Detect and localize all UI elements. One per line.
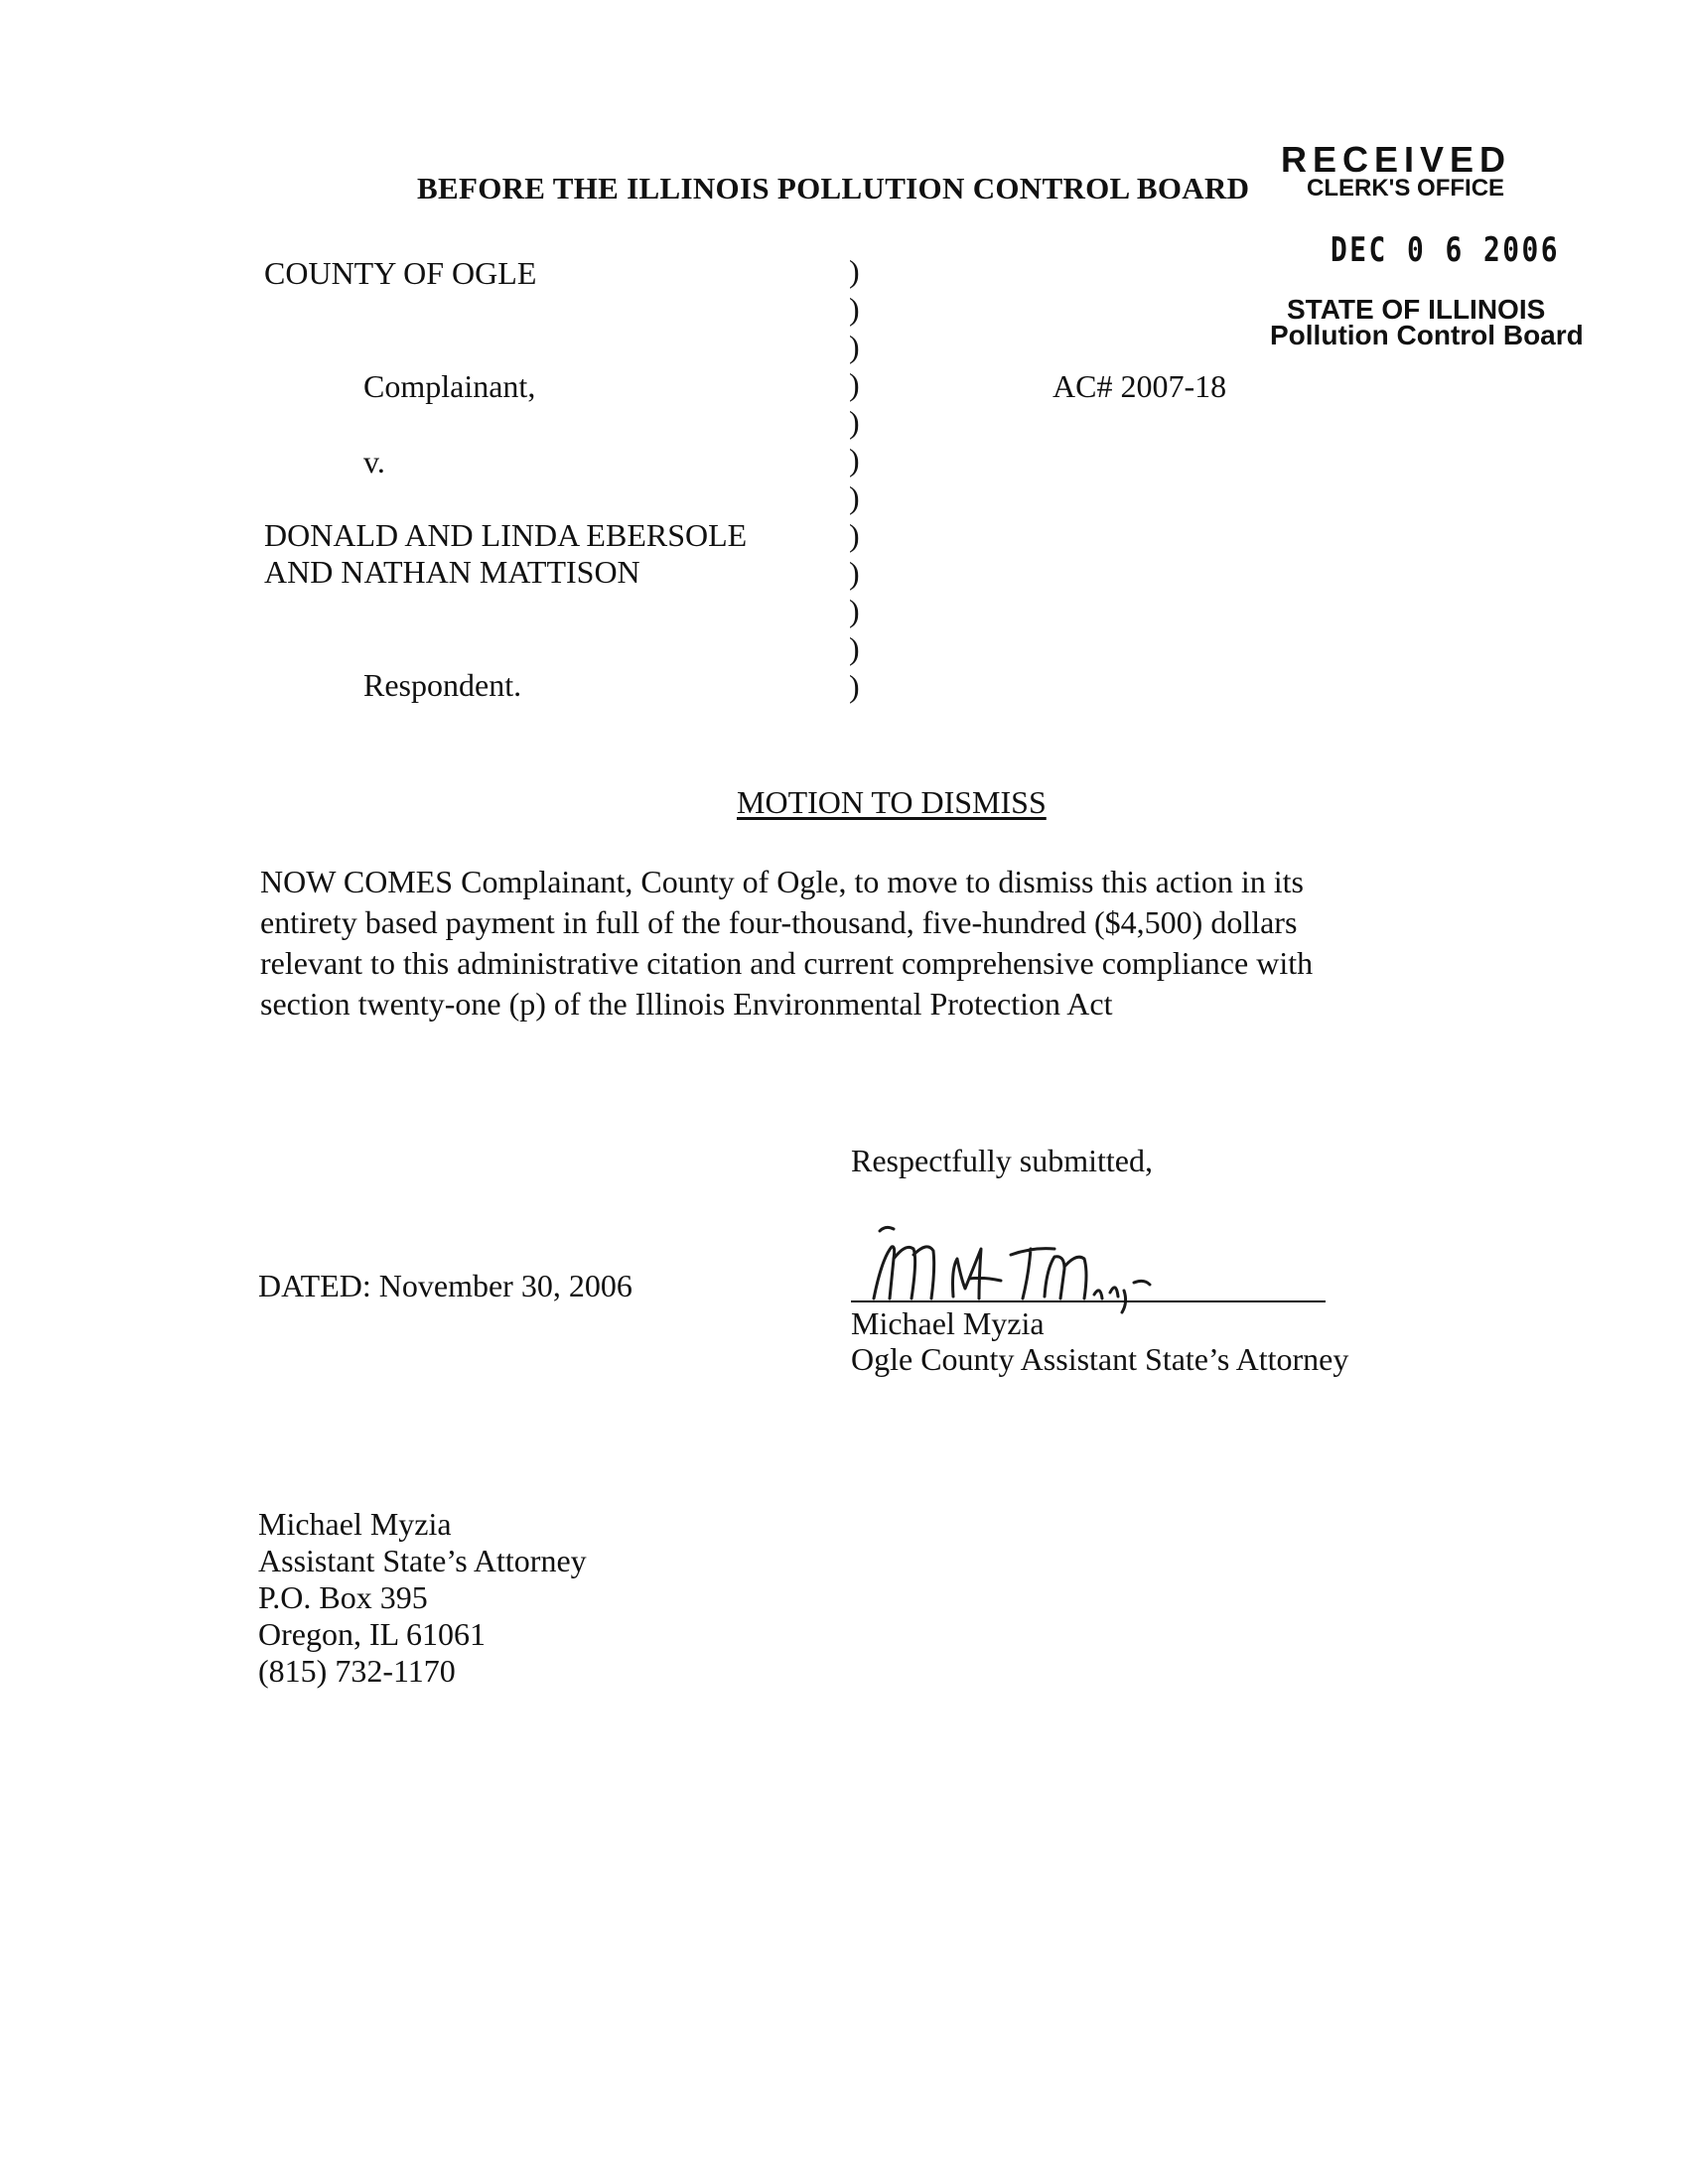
caption-paren: ): [849, 291, 860, 327]
address-line: Oregon, IL 61061: [258, 1616, 486, 1652]
caption-paren: ): [849, 593, 860, 628]
dated-line: DATED: November 30, 2006: [258, 1268, 632, 1303]
address-line: P.O. Box 395: [258, 1579, 428, 1615]
address-line: Michael Myzia: [258, 1506, 452, 1542]
received-stamp-date: DEC 0 6 2006: [1331, 230, 1560, 270]
complainant-label: Complainant,: [363, 368, 536, 404]
respondent-name-line2: AND NATHAN MATTISON: [264, 554, 640, 590]
caption-paren: ): [849, 329, 860, 364]
received-stamp-title: RECEIVED: [1281, 139, 1512, 180]
address-line: Assistant State’s Attorney: [258, 1543, 587, 1578]
caption-paren: ): [849, 630, 860, 666]
case-number: AC# 2007-18: [1052, 368, 1227, 404]
caption-paren: ): [849, 479, 860, 515]
versus-label: v.: [363, 444, 385, 479]
caption-paren: ): [849, 517, 860, 553]
signer-title: Ogle County Assistant State’s Attorney: [851, 1341, 1349, 1377]
motion-body: NOW COMES Complainant, County of Ogle, to move to dismiss this action in its entirety based payment in full of the four-thousand, five-hundred ($4,500) dollars relevant to this administrative citation and current comprehensive compliance with section twenty-one (p) of the Illinois Environmental Protection Act: [260, 864, 1314, 1022]
respectfully-submitted: Respectfully submitted,: [851, 1143, 1153, 1178]
complainant-name: COUNTY OF OGLE: [264, 255, 537, 291]
received-stamp-board: Pollution Control Board: [1270, 320, 1584, 350]
received-stamp-state: STATE OF ILLINOIS: [1287, 294, 1546, 325]
caption-paren: ): [849, 366, 860, 402]
board-title: BEFORE THE ILLINOIS POLLUTION CONTROL BOARD: [417, 171, 1250, 205]
caption-parentheses: [849, 252, 879, 705]
respondent-label: Respondent.: [363, 667, 522, 703]
motion-title: MOTION TO DISMISS: [737, 784, 1047, 820]
caption-paren: ): [849, 442, 860, 478]
received-stamp-office: CLERK'S OFFICE: [1307, 175, 1505, 202]
signer-name: Michael Myzia: [851, 1305, 1045, 1341]
respondent-name-line1: DONALD AND LINDA EBERSOLE: [264, 517, 748, 553]
caption-paren: ): [849, 555, 860, 591]
caption-paren: ): [849, 253, 860, 289]
caption-paren: ): [849, 668, 860, 704]
signature-line: [851, 1300, 1326, 1302]
caption-paren: ): [849, 404, 860, 440]
address-line: (815) 732-1170: [258, 1653, 456, 1689]
